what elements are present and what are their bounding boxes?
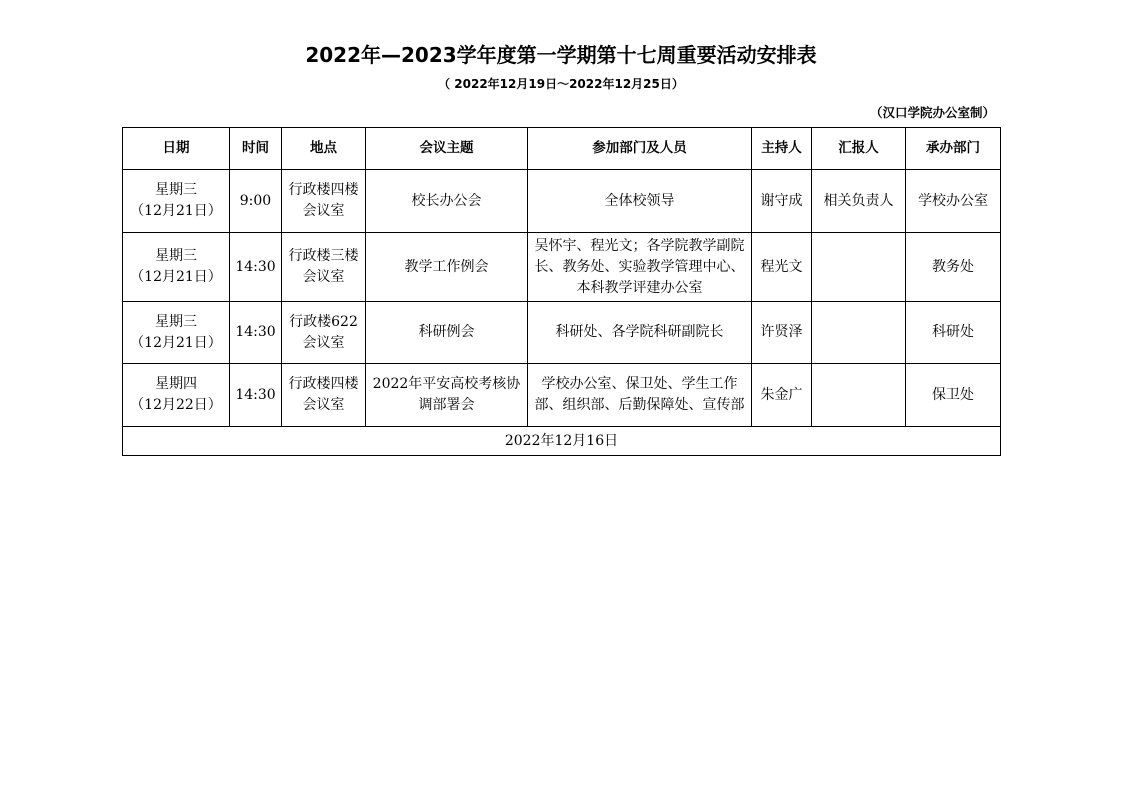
reporter-cell: 相关负责人 [812, 170, 906, 233]
date: （12月21日） [130, 203, 222, 219]
host-cell: 许贤泽 [752, 302, 812, 364]
header-attendees: 参加部门及人员 [528, 128, 752, 170]
footer-row [123, 427, 1001, 456]
place-cell: 行政楼四楼会议室 [282, 170, 366, 233]
issuer-note: （汉口学院办公室制） [869, 105, 995, 120]
weekday: 星期三 [155, 182, 197, 198]
place-cell: 行政楼四楼会议室 [282, 364, 366, 427]
header-reporter: 汇报人 [812, 128, 906, 170]
time-cell: 14:30 [230, 364, 282, 427]
organizer-cell: 教务处 [906, 233, 1001, 302]
attendees-cell: 科研处、各学院科研副院长 [528, 302, 752, 364]
table-row [123, 233, 1001, 302]
weekday: 星期四 [155, 376, 197, 392]
topic-cell: 教学工作例会 [366, 233, 528, 302]
attendees-cell: 吴怀宇、程光文；各学院教学副院长、教务处、实验教学管理中心、本科教学评建办公室 [528, 233, 752, 302]
date-cell [123, 233, 230, 302]
topic-cell: 科研例会 [366, 302, 528, 364]
host-cell: 程光文 [752, 233, 812, 302]
topic-cell: 校长办公会 [366, 170, 528, 233]
table-row [123, 170, 1001, 233]
host-cell: 朱金广 [752, 364, 812, 427]
header-host: 主持人 [752, 128, 812, 170]
header-date: 日期 [123, 128, 230, 170]
reporter-cell [812, 233, 906, 302]
attendees-cell: 学校办公室、保卫处、学生工作部、组织部、后勤保障处、宣传部 [528, 364, 752, 427]
table-row [123, 302, 1001, 364]
topic-cell: 2022年平安高校考核协调部署会 [366, 364, 528, 427]
issue-date: 2022年12月16日 [123, 427, 1001, 456]
header-organizer: 承办部门 [906, 128, 1001, 170]
date-cell [123, 170, 230, 233]
date: （12月21日） [130, 269, 222, 285]
organizer-cell: 学校办公室 [906, 170, 1001, 233]
attendees-cell: 全体校领导 [528, 170, 752, 233]
header-topic: 会议主题 [366, 128, 528, 170]
date: （12月21日） [130, 334, 222, 351]
weekday: 星期三 [155, 313, 197, 330]
time-cell: 9:00 [230, 170, 282, 233]
place-cell: 行政楼622会议室 [282, 302, 366, 364]
date-range: （ 2022年12月19日～2022年12月25日） [438, 77, 684, 91]
time-cell: 14:30 [230, 233, 282, 302]
organizer-cell: 保卫处 [906, 364, 1001, 427]
date: （12月22日） [130, 397, 222, 413]
schedule-table [122, 127, 1001, 456]
reporter-cell [812, 364, 906, 427]
header-time: 时间 [230, 128, 282, 170]
header-place: 地点 [282, 128, 366, 170]
date-cell [123, 364, 230, 427]
date-cell [123, 302, 230, 364]
place-cell: 行政楼三楼会议室 [282, 233, 366, 302]
weekday: 星期三 [155, 248, 197, 264]
organizer-cell: 科研处 [906, 302, 1001, 364]
header-row [123, 128, 1001, 170]
document-title: 2022年—2023学年度第一学期第十七周重要活动安排表 [305, 43, 817, 67]
host-cell: 谢守成 [752, 170, 812, 233]
reporter-cell [812, 302, 906, 364]
table-row [123, 364, 1001, 427]
time-cell: 14:30 [230, 302, 282, 364]
